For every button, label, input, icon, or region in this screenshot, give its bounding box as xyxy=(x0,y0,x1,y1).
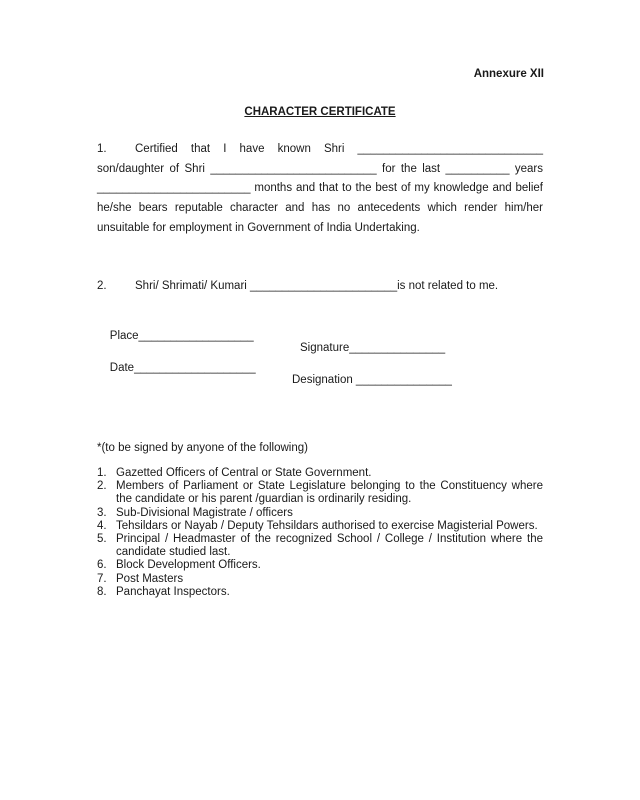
list-item xyxy=(97,520,543,533)
signature-field: Signature_______________ xyxy=(300,342,446,354)
date-designation-row xyxy=(97,350,452,398)
signatory-note: *(to be signed by anyone of the following) xyxy=(97,442,308,454)
list-item-number: 8. xyxy=(97,585,107,598)
list-item-number: 1. xyxy=(97,467,107,479)
relation-text: Shri/ Shrimati/ Kumari _______________________is not related to me. xyxy=(135,280,499,292)
list-item xyxy=(97,467,543,480)
list-item xyxy=(97,573,543,586)
list-item xyxy=(97,586,543,599)
list-item-text: Sub-Divisional Magistrate / officers xyxy=(116,506,293,519)
list-item-text: Block Development Officers. xyxy=(116,559,261,572)
document-title: CHARACTER CERTIFICATE xyxy=(244,106,396,118)
list-item-text: Post Masters xyxy=(116,572,184,585)
list-item xyxy=(97,507,543,520)
list-item-number: 6. xyxy=(97,559,107,572)
list-item-text: Gazetted Officers of Central or State Government. xyxy=(116,467,372,479)
paragraph-number: 2. xyxy=(97,280,107,292)
signatory-list xyxy=(97,467,543,599)
list-item-number: 3. xyxy=(97,506,107,519)
list-item xyxy=(97,559,543,572)
list-item-number: 5. xyxy=(97,533,107,546)
certification-paragraph xyxy=(97,140,543,239)
designation-field: Designation _______________ xyxy=(292,374,452,386)
list-item-number: 7. xyxy=(97,572,107,585)
list-item-text: Members of Parliament or State Legislature belonging to the Constituency where the candidate or his parent /guardian is ordinarily residing. xyxy=(116,480,543,506)
date-field: Date___________________ xyxy=(109,362,256,374)
list-item xyxy=(97,480,543,506)
certification-text: Certified that I have known Shri _____________________________ son/daughter of Shri __________________________ for the last __________ years ________________________ months and that to the best of my knowledge and belief he/she bears reputable character and has no antecedents which render him/her unsuitable for employment in Government of India Undertaking. xyxy=(97,143,543,234)
list-item-text: Panchayat Inspectors. xyxy=(116,585,230,598)
list-item-number: 2. xyxy=(97,480,107,493)
place-field: Place__________________ xyxy=(109,330,254,342)
list-item-text: Principal / Headmaster of the recognized School / College / Institution where the candidate studied last. xyxy=(116,533,543,559)
relation-paragraph xyxy=(97,278,543,294)
paragraph-number: 1. xyxy=(97,143,107,155)
list-item-text: Tehsildars or Nayab / Deputy Tehsildars authorised to exercise Magisterial Powers. xyxy=(116,519,538,532)
annexure-label: Annexure XII xyxy=(473,68,544,80)
list-item-number: 4. xyxy=(97,519,107,532)
list-item xyxy=(97,533,543,559)
